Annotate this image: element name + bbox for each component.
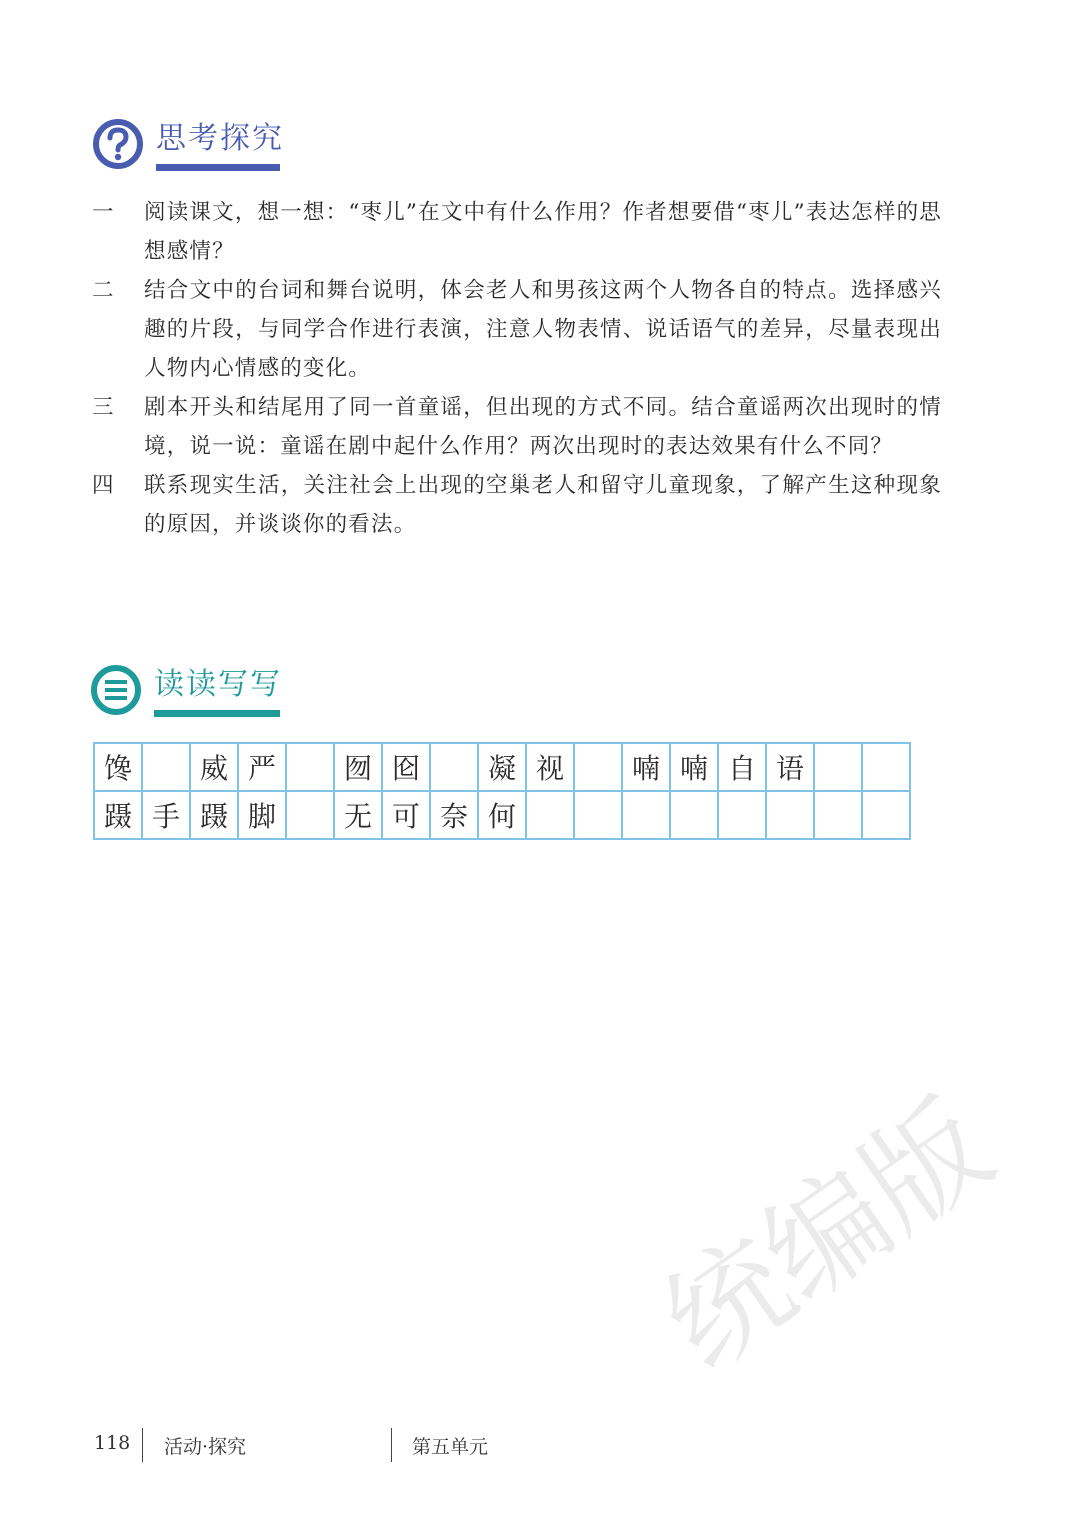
grid-cell: 奈 [430,791,478,839]
question-item [92,466,942,544]
footer-unit: 第五单元 [412,1436,489,1458]
grid-cell: 可 [382,791,430,839]
word-grid [93,742,911,840]
question-number: 三 [92,395,115,420]
grid-cell [622,791,670,839]
grid-cell [814,743,862,791]
grid-cell: 手 [142,791,190,839]
grid-cell: 蹑 [94,791,142,839]
grid-cell: 脚 [238,791,286,839]
question-text: 联系现实生活，关注社会上出现的空巢老人和留守儿童现象，了解产生这种现象的原因，并谈谈你的看法。 [144,473,942,537]
grid-cell: 视 [526,743,574,791]
grid-cell: 严 [238,743,286,791]
grid-cell: 语 [766,743,814,791]
grid-cell: 无 [334,791,382,839]
footer-divider [391,1428,392,1462]
question-item [92,271,942,388]
section-underline [154,710,280,717]
watermark: 统编版 [640,1075,1016,1397]
grid-cell [718,791,766,839]
grid-cell [862,743,910,791]
grid-cell: 馋 [94,743,142,791]
grid-cell [142,743,190,791]
footer-divider [142,1428,143,1462]
grid-cell: 喃 [670,743,718,791]
grid-cell: 蹑 [190,791,238,839]
grid-cell [430,743,478,791]
question-number: 二 [92,278,115,303]
section-underline [156,164,280,171]
grid-cell [670,791,718,839]
footer-section: 活动·探究 [164,1436,247,1458]
section-header-reading-writing [90,664,282,717]
grid-cell [574,791,622,839]
grid-cell [526,791,574,839]
section-title: 读读写写 [154,667,282,702]
grid-cell: 喃 [622,743,670,791]
question-item [92,388,942,466]
grid-cell [862,791,910,839]
grid-cell: 威 [190,743,238,791]
question-number: 四 [92,473,115,498]
grid-cell: 囫 [334,743,382,791]
question-mark-icon [92,118,144,170]
question-list [92,193,942,544]
page-number: 118 [94,1432,131,1454]
question-text: 剧本开头和结尾用了同一首童谣，但出现的方式不同。结合童谣两次出现时的情境，说一说：童谣在剧中起什么作用？两次出现时的表达效果有什么不同？ [144,395,942,459]
question-item [92,193,942,271]
grid-cell [286,743,334,791]
grid-cell [766,791,814,839]
grid-cell: 自 [718,743,766,791]
question-number: 一 [92,200,115,225]
grid-cell: 凝 [478,743,526,791]
question-text: 结合文中的台词和舞台说明，体会老人和男孩这两个人物各自的特点。选择感兴趣的片段，与同学合作进行表演，注意人物表情、说话语气的差异，尽量表现出人物内心情感的变化。 [144,278,942,381]
grid-cell [286,791,334,839]
grid-row [94,743,910,791]
grid-cell: 囵 [382,743,430,791]
section-title: 思考探究 [156,121,284,156]
grid-row [94,791,910,839]
lines-menu-icon [90,664,142,716]
question-text: 阅读课文，想一想：“枣儿”在文中有什么作用？作者想要借“枣儿”表达怎样的思想感情？ [144,200,942,264]
grid-cell: 何 [478,791,526,839]
grid-cell [574,743,622,791]
section-header-thinking [92,118,284,171]
grid-cell [814,791,862,839]
